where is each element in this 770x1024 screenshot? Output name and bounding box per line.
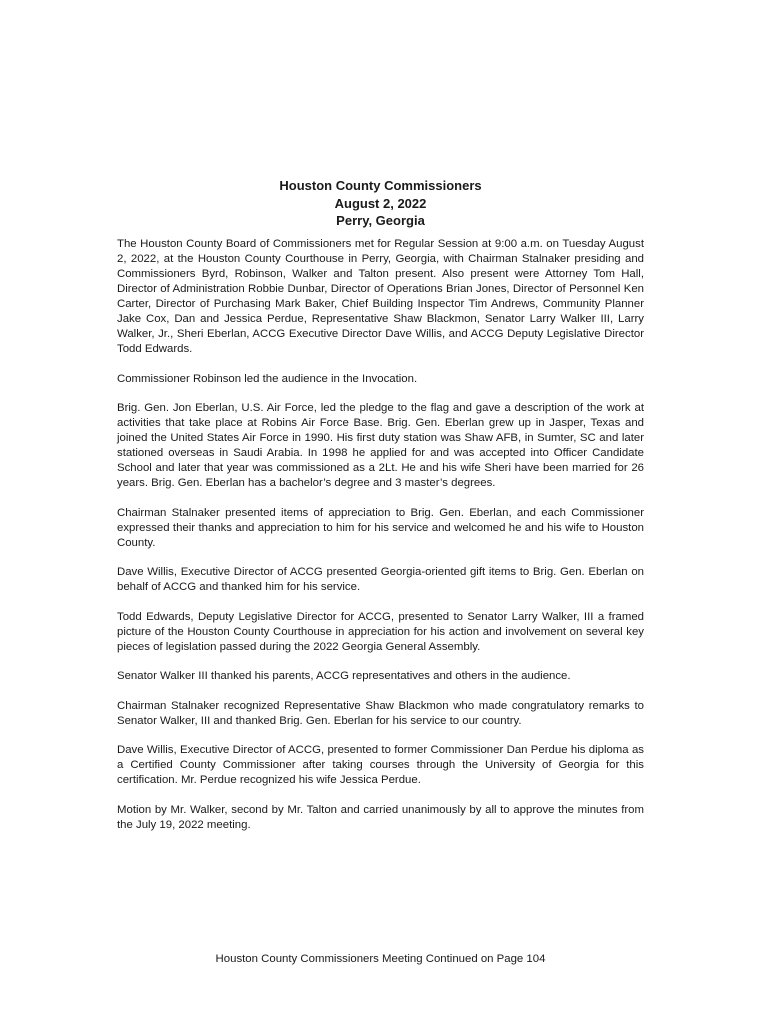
paragraph-pledge: Brig. Gen. Jon Eberlan, U.S. Air Force, led the pledge to the flag and gave a description of the work at activities that take place at Robins Air Force Base. Brig. Gen. Eberlan grew up in Jasper, Texas and joined the United States Air Force in 1990. His first duty station was Shaw AFB, in Sumter, SC and later stationed overseas in Saudi Arabia. In 1998 he applied for and was accepted into Officer Candidate School and later that year was commissioned as a 2Lt. He and his wife Sheri have been married for 26 years. Brig. Gen. Eberlan has a bachelor’s degree and 3 master’s degrees.	[117, 402, 644, 489]
paragraph-blackmon-remarks: Chairman Stalnaker recognized Representative Shaw Blackmon who made congratulatory remarks to Senator Walker, III and thanked Brig. Gen. Eberlan for his service to our country.	[117, 699, 644, 727]
document-title: Houston County Commissioners	[279, 178, 482, 193]
paragraph-minutes-motion: Motion by Mr. Walker, second by Mr. Talton and carried unanimously by all to approve the minutes from the July 19, 2022 meeting.	[117, 803, 644, 831]
paragraph-accg-gift: Dave Willis, Executive Director of ACCG presented Georgia-oriented gift items to Brig. Gen. Eberlan on behalf of ACCG and thanked him for his service.	[117, 566, 644, 593]
document-body	[117, 237, 644, 847]
meeting-location: Perry, Georgia	[336, 213, 425, 228]
meeting-date: August 2, 2022	[334, 195, 427, 211]
paragraph-perdue-diploma: Dave Willis, Executive Director of ACCG, presented to former Commissioner Dan Perdue his diploma as a Certified County Commissioner after taking courses through the University of Georgia for this certification. Mr. Perdue recognized his wife Jessica Perdue.	[117, 744, 644, 786]
paragraph-attendance: The Houston County Board of Commissioners met for Regular Session at 9:00 a.m. on Tuesday August 2, 2022, at the Houston County Courthouse in Perry, Georgia, with Chairman Stalnaker presiding and Commissioners Byrd, Robinson, Walker and Talton present. Also present were Attorney Tom Hall, Director of Administration Robbie Dunbar, Director of Operations Brian Jones, Director of Personnel Ken Carter, Director of Purchasing Mark Baker, Chief Building Inspector Tim Andrews, Community Planner Jake Cox, Dan and Jessica Perdue, Representative Shaw Blackmon, Senator Larry Walker III, Larry Walker, Jr., Sheri Eberlan, ACCG Executive Director Dave Willis, and ACCG Deputy Legislative Director Todd Edwards.	[117, 238, 644, 355]
document-header	[117, 177, 644, 230]
page-footer: Houston County Commissioners Meeting Continued on Page 104	[215, 953, 546, 965]
paragraph-senator-thanks: Senator Walker III thanked his parents, ACCG representatives and others in the audience.	[117, 670, 571, 682]
paragraph-invocation: Commissioner Robinson led the audience in the Invocation.	[117, 372, 418, 385]
paragraph-framed-picture: Todd Edwards, Deputy Legislative Director for ACCG, presented to Senator Larry Walker, III a framed picture of the Houston County Courthouse in appreciation for his action and involvement on several key pieces of legislation passed during the 2022 Georgia General Assembly.	[117, 610, 644, 653]
paragraph-appreciation: Chairman Stalnaker presented items of appreciation to Brig. Gen. Eberlan, and each Commissioner expressed their thanks and appreciation to him for his service and welcomed he and his wife to Houston County.	[117, 506, 644, 549]
